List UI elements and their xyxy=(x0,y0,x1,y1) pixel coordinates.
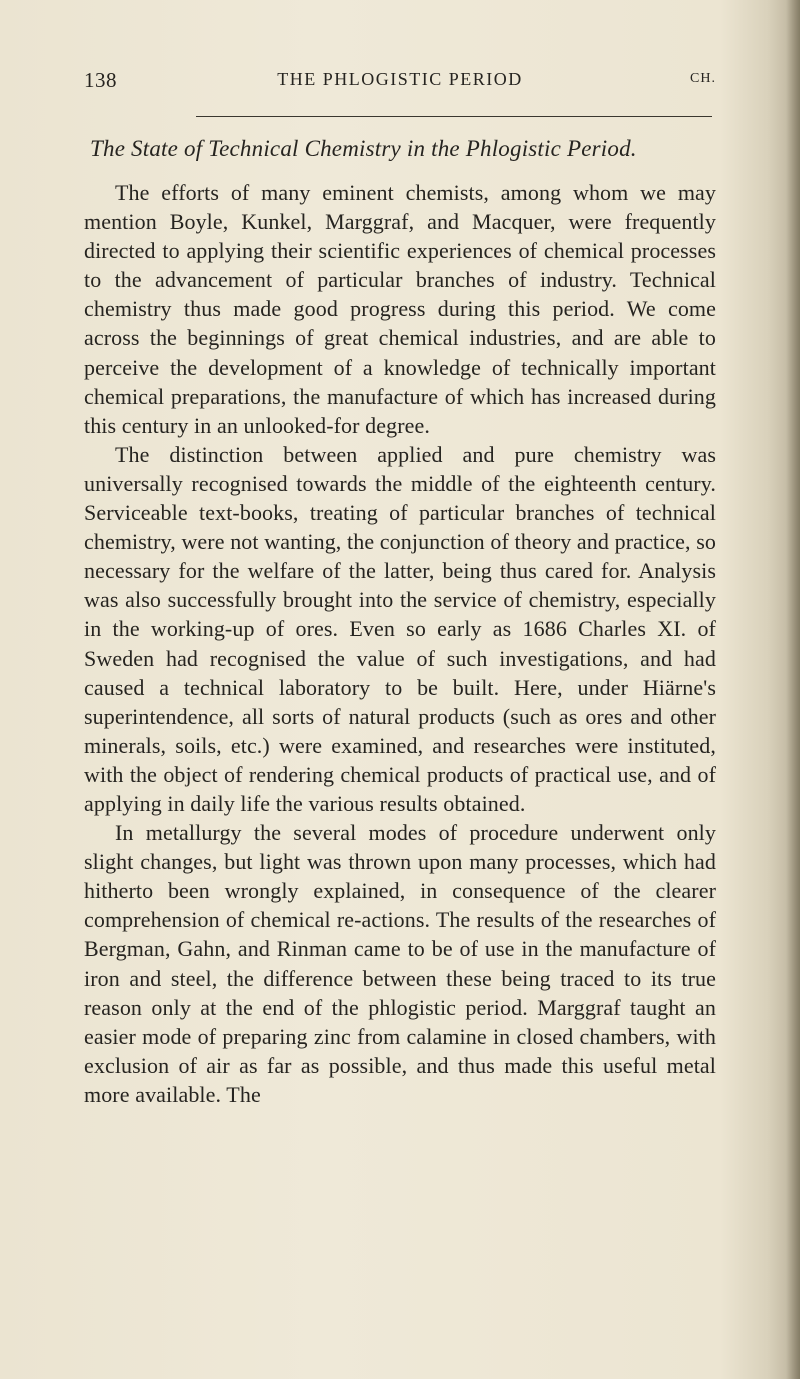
page-edge-shadow xyxy=(786,0,800,1379)
section-title: The State of Technical Chemistry in the Phlogistic Period. xyxy=(90,136,637,161)
header-rule xyxy=(196,116,712,117)
paragraph: In metallurgy the several modes of procedure underwent only slight changes, but light was thrown upon many processes, which had hitherto been wrongly explained, in consequence of the clearer comprehension of chemical re-actions. The results of the researches of Bergman, Gahn, and Rinman came to be of use in the manufacture of iron and steel, the difference between these being traced to its true reason only at the end of the phlogistic period. Marggraf taught an easier mode of preparing zinc from calamine in closed chambers, with exclusion of air as far as possible, and thus made this useful metal more available. The xyxy=(84,820,716,1107)
chapter-mark: CH. xyxy=(690,71,716,86)
page-number: 138 xyxy=(84,68,117,92)
running-head xyxy=(84,68,716,96)
paragraph: The efforts of many eminent chemists, among whom we may mention Boyle, Kunkel, Marggraf, and Macquer, were frequently directed to applying their scientific experiences of chemical processes to the advancement of particular branches of industry. Technical chemistry thus made good progress during this period. We come across the beginnings of great chemical industries, and are able to perceive the development of a knowledge of technically important chemical preparations, the manufacture of which has increased during this century in an unlooked-for degree. xyxy=(84,180,716,438)
running-title: THE PHLOGISTIC PERIOD xyxy=(277,69,523,89)
paragraph: The distinction between applied and pure chemistry was universally recognised towards the middle of the eighteenth century. Serviceable text-books, treating of particular branches of technical chemistry, were not wanting, the conjunction of theory and practice, so necessary for the welfare of the latter, being thus cared for. Analysis was also successfully brought into the service of chemistry, especially in the working-up of ores. Even so early as 1686 Charles XI. of Sweden had recognised the value of such investigations, and had caused a technical laboratory to be built. Here, under Hiärne's superintendence, all sorts of natural products (such as ores and other minerals, soils, etc.) were examined, and researches were instituted, with the object of rendering chemical products of practical use, and of applying in daily life the various results obtained. xyxy=(84,441,716,816)
body-text xyxy=(84,134,716,1109)
